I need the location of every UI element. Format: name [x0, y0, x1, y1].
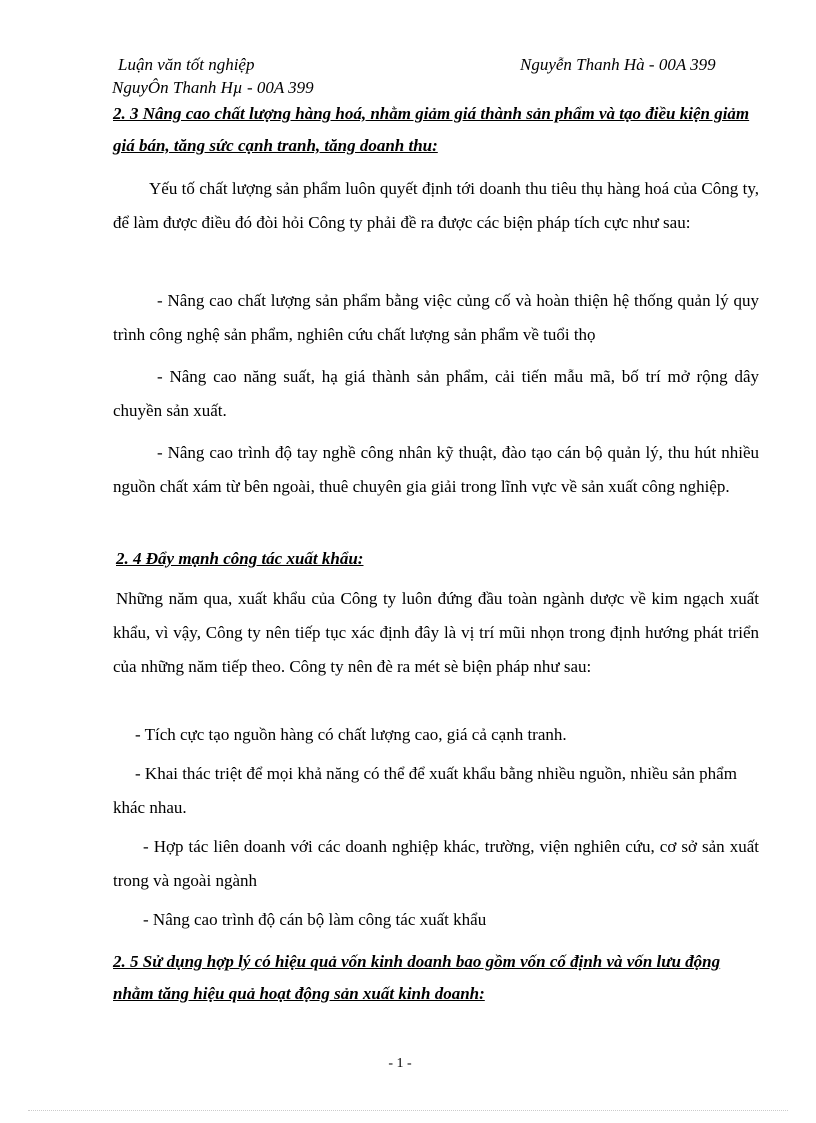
page-number: - 1 - — [388, 1056, 412, 1071]
page-bottom-divider — [28, 1110, 788, 1111]
section-2-3-heading-text: 2. 3 Nâng cao chất lượng hàng hoá, nhằm giảm giá thành sản phẩm và tạo điều kiện giảm giá bán, tăng sức cạnh tranh, tăng doanh thu: — [113, 104, 750, 155]
section-2-3-intro: Yếu tố chất lượng sản phẩm luôn quyết định tới doanh thu tiêu thụ hàng hoá của Công ty, để làm được điều đó đòi hỏi Công ty phải đề ra được các biện pháp tích cực như sau: — [113, 179, 759, 232]
section-2-3-heading — [113, 98, 763, 162]
section-2-4-bullet-1: - Tích cực tạo nguồn hàng có chất lượng cao, giá cả cạnh tranh. — [135, 725, 567, 744]
section-2-3-item-3: - Nâng cao trình độ tay nghề công nhân kỹ thuật, đào tạo cán bộ quản lý, thu hút nhiều nguồn chất xám từ bên ngoài, thuê chuyên gia giải trong lĩnh vực về sản xuất công nghiệp. — [113, 443, 759, 496]
header-sub-author: NguyÔn Thanh Hµ - 00A 399 — [112, 78, 314, 97]
section-2-4-intro: Những năm qua, xuất khẩu của Công ty luôn đứng đầu toàn ngành dược về kim ngạch xuất khẩu, vì vậy, Công ty nên tiếp tục xác định đây là vị trí mũi nhọn trong định hướng phát triển của những năm tiếp theo. Công ty nên đè ra mét sè biện pháp như sau: — [113, 589, 759, 676]
section-2-4-bullet-3: - Hợp tác liên doanh với các doanh nghiệp khác, trường, viện nghiên cứu, cơ sở sản xuất trong và ngoài ngành — [113, 837, 759, 890]
section-2-4-bullet-4: - Nâng cao trình độ cán bộ làm công tác xuất khẩu — [143, 910, 487, 929]
section-2-4-bullet-2: - Khai thác triệt để mọi khả năng có thể để xuất khẩu bằng nhiều nguồn, nhiều sản phẩm khác nhau. — [113, 764, 737, 817]
section-2-3-item-1: - Nâng cao chất lượng sản phẩm bằng việc củng cố và hoàn thiện hệ thống quản lý quy trình công nghệ sản phẩm, nghiên cứu chất lượng sản phẩm về tuổi thọ — [113, 291, 759, 344]
section-2-5-heading — [113, 946, 763, 1010]
section-2-3-item-2: - Nâng cao năng suất, hạ giá thành sản phẩm, cải tiến mẫu mã, bố trí mở rộng dây chuyền sản xuất. — [113, 367, 759, 420]
header-right-author: Nguyễn Thanh Hà - 00A 399 — [520, 55, 716, 74]
section-2-4-heading: 2. 4 Đẩy mạnh công tác xuất khẩu: — [116, 549, 364, 568]
header-left-title: Luận văn tốt nghiệp — [118, 55, 255, 74]
section-2-5-heading-text: 2. 5 Sử dụng hợp lý có hiệu quả vốn kinh doanh bao gồm vốn cố định và vốn lưu động nhằm tăng hiệu quả hoạt động sản xuất kinh doanh: — [113, 952, 721, 1003]
